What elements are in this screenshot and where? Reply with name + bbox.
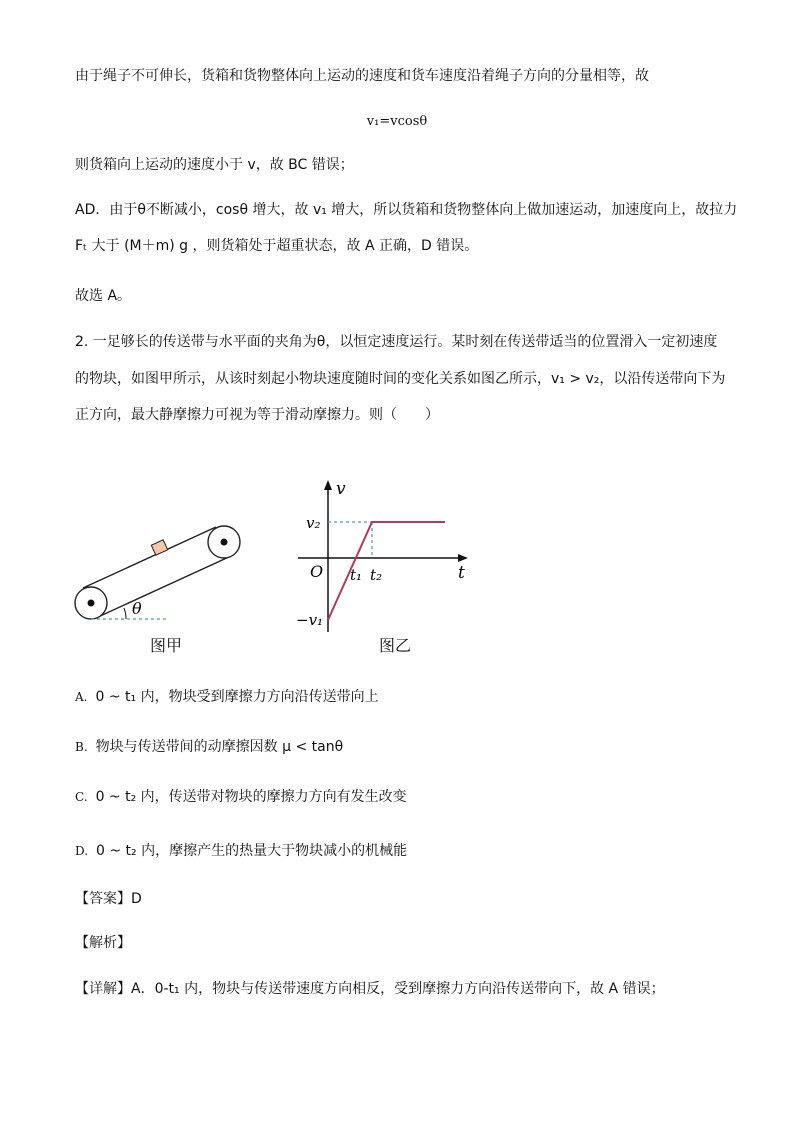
- velocity-axis-label: v: [336, 479, 346, 499]
- answer-row: [75, 889, 142, 909]
- belt-top-edge: [83, 527, 216, 588]
- detail-text: A．0-t₁ 内，物块与传送带速度方向相反，受到摩擦力方向沿传送带向下，故 A 错误；: [131, 981, 665, 997]
- paragraph-choose-a: 故选 A。: [75, 288, 132, 304]
- angle-arc: [124, 608, 126, 619]
- answer-value: D: [131, 891, 142, 907]
- t2-tick-label: t₂: [370, 566, 383, 584]
- paragraph-bc-wrong: 则货箱向上运动的速度小于 v，故 BC 错误；: [75, 157, 354, 173]
- origin-label: O: [310, 562, 324, 581]
- option-letter: B.: [75, 740, 88, 754]
- option-letter: C.: [75, 790, 88, 804]
- paragraph-ad-line1: AD．由于θ不断减小，cosθ 增大，故 v₁ 增大，所以货箱和货物整体向上做加速运动，加速度向上，故拉力: [75, 202, 738, 218]
- analysis-label: 【解析】: [75, 935, 131, 951]
- paragraph-rope: 由于绳子不可伸长，货箱和货物整体向上运动的速度和货车速度沿着绳子方向的分量相等，故: [75, 68, 649, 84]
- time-axis-arrow: [458, 554, 468, 562]
- answer-label: 【答案】: [75, 891, 131, 907]
- option-text: 0 ~ t₁ 内，物块受到摩擦力方向沿传送带向上: [95, 689, 379, 705]
- question-2-line3: 正方向，最大静摩擦力可视为等于滑动摩擦力。则（ ）: [75, 407, 439, 423]
- option-letter: D.: [75, 844, 89, 858]
- caption-figure-left: 图甲: [150, 636, 183, 655]
- option-text: 0 ~ t₂ 内，摩擦产生的热量大于物块减小的机械能: [96, 843, 408, 859]
- question-2-line1: 2. 一足够长的传送带与水平面的夹角为θ，以恒定速度运行。某时刻在传送带适当的位置滑入一定初速度: [75, 334, 718, 350]
- time-axis-label: t: [458, 563, 465, 583]
- figure-velocity-time-graph: [290, 474, 480, 636]
- option-a: [75, 686, 379, 706]
- question-2-line2: 的物块，如图甲所示，从该时刻起小物块速度随时间的变化关系如图乙所示，v₁ > v₂，以沿传送带向下为: [75, 371, 726, 387]
- velocity-axis-arrow: [324, 480, 332, 490]
- block: [151, 540, 167, 555]
- caption-figure-right: 图乙: [379, 636, 412, 655]
- t1-tick-label: t₁: [350, 566, 363, 584]
- option-c: [75, 786, 407, 806]
- option-letter: A.: [75, 690, 88, 704]
- detail-label: 【详解】: [75, 981, 131, 997]
- option-d: [75, 840, 407, 860]
- paragraph-ad-line2: Fₜ 大于 (M＋m) g ，则货箱处于超重状态，故 A 正确，D 错误。: [75, 238, 479, 254]
- velocity-formula: v₁=vcosθ: [366, 114, 428, 129]
- neg-v1-tick-label: −v₁: [296, 611, 324, 629]
- lower-pulley-axle: [88, 600, 95, 607]
- belt-bottom-edge: [98, 556, 231, 617]
- velocity-line: [328, 522, 445, 620]
- upper-pulley-axle: [221, 539, 228, 546]
- v2-tick-label: v₂: [306, 514, 321, 532]
- angle-label: θ: [132, 599, 142, 618]
- option-b: [75, 736, 343, 756]
- detail-row: [75, 979, 665, 999]
- option-text: 0 ~ t₂ 内，传送带对物块的摩擦力方向有发生改变: [95, 789, 407, 805]
- figure-conveyor-belt: [60, 510, 260, 630]
- option-text: 物块与传送带间的动摩擦因数 μ < tanθ: [95, 739, 344, 755]
